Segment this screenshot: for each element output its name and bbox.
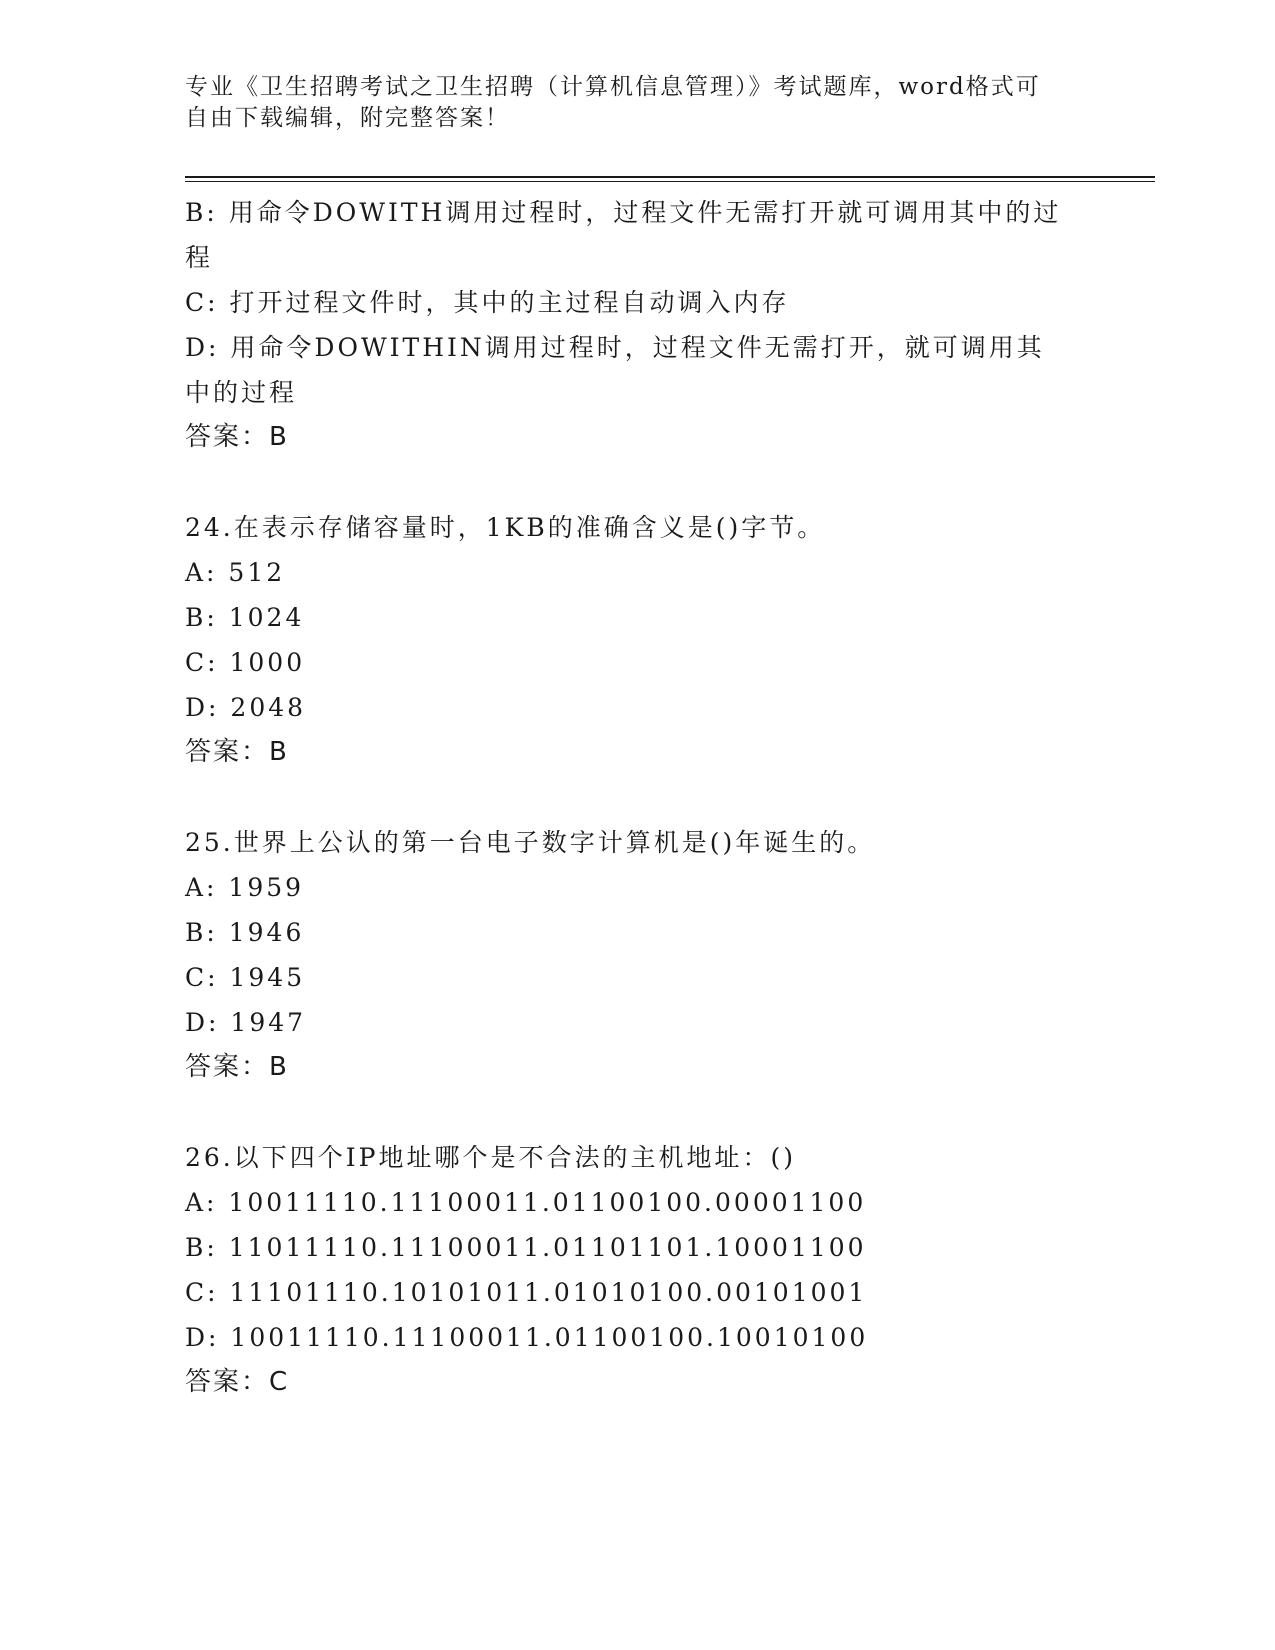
option-b: B: 1024 (185, 603, 305, 632)
option-c: C: 1945 (185, 963, 306, 992)
answer-line: 答案：B (185, 1052, 289, 1082)
question-24 (185, 505, 1065, 775)
option-a: A: 10011110.11100011.01100100.00001100 (185, 1188, 867, 1217)
option-a: A: 1959 (185, 873, 305, 902)
question-continuation (185, 190, 1065, 460)
question-26 (185, 1135, 1065, 1405)
answer-line: 答案：C (185, 1367, 290, 1397)
question-stem: 25.世界上公认的第一台电子数字计算机是()年诞生的。 (185, 828, 876, 857)
option-d: D: 用命令DOWITHIN调用过程时，过程文件无需打开，就可调用其中的过程 (185, 333, 1045, 407)
answer-line: 答案：B (185, 422, 289, 452)
option-d: D: 10011110.11100011.01100100.10010100 (185, 1323, 869, 1352)
option-b: B: 1946 (185, 918, 305, 947)
document-body (185, 190, 1065, 1405)
question-25 (185, 820, 1065, 1090)
option-d: D: 2048 (185, 693, 307, 722)
option-c: C: 打开过程文件时，其中的主过程自动调入内存 (185, 288, 790, 317)
header-divider-thin (185, 181, 1155, 182)
question-stem: 24.在表示存储容量时，1KB的准确含义是()字节。 (185, 513, 826, 542)
option-b: B: 11011110.11100011.01101101.10001100 (185, 1233, 867, 1262)
answer-line: 答案：B (185, 737, 289, 767)
document-header: 专业《卫生招聘考试之卫生招聘（计算机信息管理）》考试题库，word格式可自由下载编辑，附完整答案！ (185, 74, 1041, 131)
option-d: D: 1947 (185, 1008, 307, 1037)
option-b: B: 用命令DOWITH调用过程时，过程文件无需打开就可调用其中的过程 (185, 198, 1062, 272)
header-divider-thick (185, 176, 1155, 178)
option-c: C: 1000 (185, 648, 306, 677)
question-stem: 26.以下四个IP地址哪个是不合法的主机地址：() (185, 1143, 796, 1172)
option-c: C: 11101110.10101011.01010100.00101001 (185, 1278, 868, 1307)
option-a: A: 512 (185, 558, 286, 587)
